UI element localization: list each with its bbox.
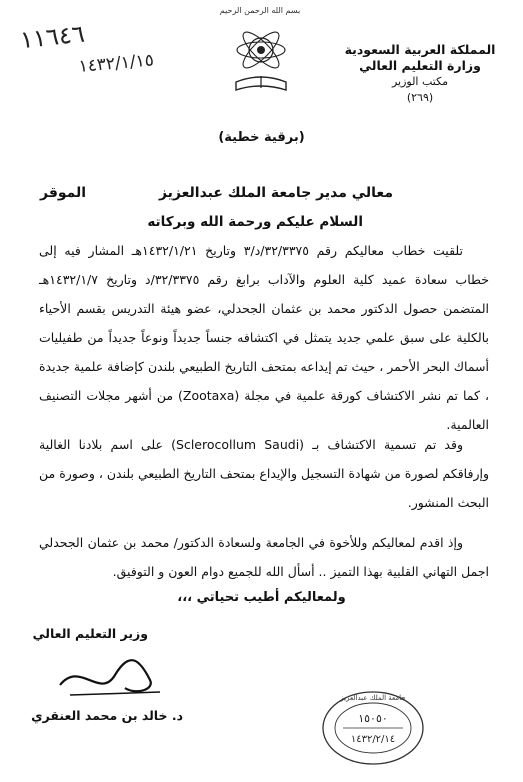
basmala: بسم الله الرحمن الرحيم bbox=[219, 6, 301, 15]
closing: ولمعاليكم أطيب تحياتي ،،، bbox=[177, 590, 346, 605]
stamp-number: ١٥٠٥٠ bbox=[358, 712, 388, 725]
received-stamp-icon bbox=[318, 688, 428, 768]
addressee: معالي مدير جامعة الملك عبدالعزيز bbox=[158, 185, 393, 201]
paragraph-3: وإذ اقدم لمعاليكم وللأخوة في الجامعة ولسعادة الدكتور/ محمد بن عثمان الجحدلي اجمل التهاني القلبية بهذا التميز .. أسأل الله للجميع دوام العون و التوفيق. bbox=[39, 535, 489, 579]
reference-number: ١١٦٤٦ bbox=[18, 19, 86, 55]
office-code: (٢٦٩) bbox=[406, 91, 434, 104]
country-name: المملكة العربية السعودية bbox=[344, 42, 496, 57]
signer-name: د. خالد بن محمد العنقري bbox=[31, 708, 183, 723]
office-name: مكتب الوزير bbox=[391, 75, 449, 88]
reference-date: ١٤٣٢/١/١٥ bbox=[77, 50, 155, 77]
greeting: السلام عليكم ورحمة الله وبركاته bbox=[147, 214, 363, 230]
letterhead bbox=[335, 42, 505, 106]
stamp-date: ١٤٣٢/٢/١٤ bbox=[350, 734, 396, 745]
signature-icon bbox=[40, 640, 180, 710]
ministry-name: وزارة التعليم العالي bbox=[359, 58, 481, 73]
ministry-logo-icon bbox=[228, 20, 294, 104]
signer-title: وزير التعليم العالي bbox=[32, 626, 148, 641]
document-type: (برقية خطية) bbox=[218, 130, 305, 145]
paragraph-1: تلقيت خطاب معاليكم رقم ٣٢/٣٣٧٥/د/٣ وتاريخ ١٤٣٢/١/٢١هـ المشار فيه إلى خطاب سعادة عميد كلية العلوم والآداب برابغ رقم ٣٢/٣٣٧٥/د وتاريخ ١٤٣٢/١/٧هـ المتضمن حصول الدكتور محمد بن عثمان الجحدلي، عضو هيئة التدريس بقسم الأحياء بالكلية على سبق علمي جديد يتمثل في اكتشافه جنساً جديداً ونوعاً جديداً من طفيليات أسماك البحر الأحمر ، حيث تم إيداعه بمتحف التاريخ الطبيعي بلندن كإضافة علمية جديدة ، كما تم نشر الاكتشاف كورقة علمية في مجلة (Zootaxa) من أشهر مجلات التصنيف العالمية. bbox=[39, 243, 489, 432]
stamp-text: جامعة الملك عبدالعزيز bbox=[340, 694, 406, 702]
paragraph-2: وقد تم تسمية الاكتشاف بـ (Sclerocollum Saudi) على اسم بلادنا الغالية وإرفاقكم لصورة من شهادة التسجيل والإيداع بمتحف التاريخ الطبيعي بلندن ، وصورة من البحث المنشور. bbox=[39, 437, 489, 510]
honorific: الموقر bbox=[40, 185, 87, 201]
